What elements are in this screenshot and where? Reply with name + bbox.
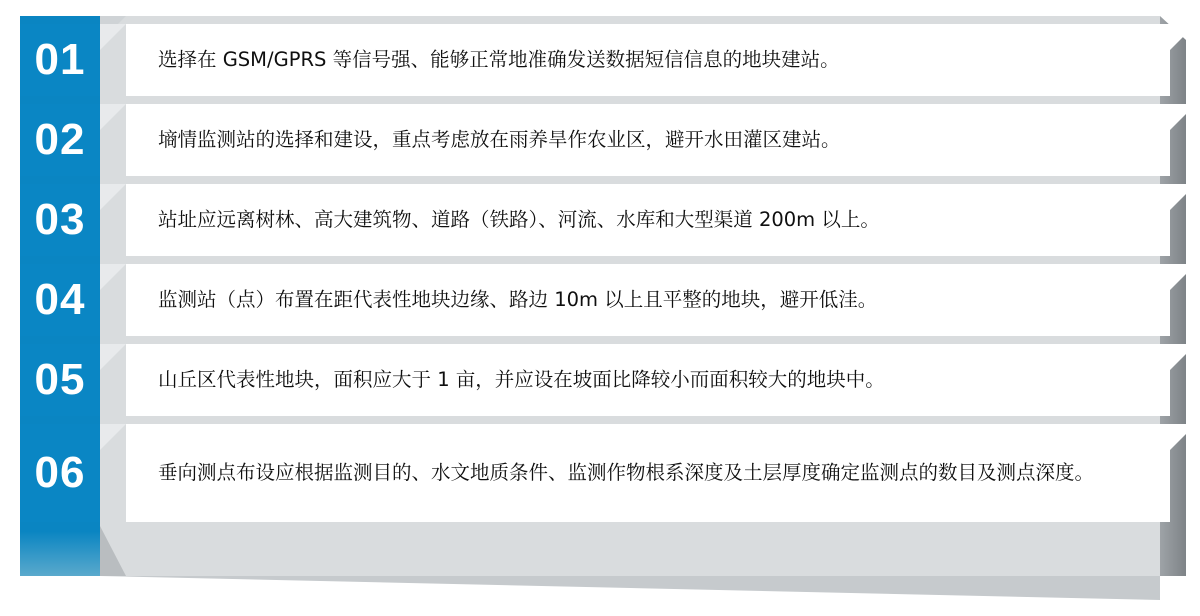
item-number-badge <box>20 24 100 96</box>
item-bevel-shape <box>100 264 126 290</box>
item-number-label: 04 <box>34 275 86 324</box>
list-item <box>20 264 1170 336</box>
item-number-label: 01 <box>34 35 86 84</box>
bottom-shadow-shape <box>100 576 1160 600</box>
item-number-label: 02 <box>34 115 86 164</box>
item-text: 站址应远离树林、高大建筑物、道路（铁路）、河流、水库和大型渠道 200m 以上。 <box>158 207 880 231</box>
item-number-badge <box>20 184 100 256</box>
item-bevel-shape <box>100 424 126 450</box>
list-item <box>20 104 1170 176</box>
item-number-badge <box>20 344 100 416</box>
item-text: 墒情监测站的选择和建设，重点考虑放在雨养旱作农业区，避开水田灌区建站。 <box>158 127 841 151</box>
item-text: 选择在 GSM/GPRS 等信号强、能够正常地准确发送数据短信信息的地块建站。 <box>158 47 840 71</box>
item-text-card <box>126 264 1170 336</box>
list-item <box>20 424 1170 522</box>
item-text: 垂向测点布设应根据监测目的、水文地质条件、监测作物根系深度及土层厚度确定监测点的数目及测点深度。 <box>158 460 1095 484</box>
list-item <box>20 24 1170 96</box>
item-number-label: 06 <box>34 448 86 497</box>
item-number-label: 05 <box>34 355 86 404</box>
left-bevel-bottom-shape <box>100 526 126 576</box>
item-text-card <box>126 424 1170 522</box>
item-text: 山丘区代表性地块，面积应大于 1 亩，并应设在坡面比降较小而面积较大的地块中。 <box>158 367 885 391</box>
item-bevel-shape <box>100 344 126 370</box>
item-text: 监测站（点）布置在距代表性地块边缘、路边 10m 以上且平整的地块，避开低洼。 <box>158 287 878 311</box>
item-text-card <box>126 184 1170 256</box>
item-number-label: 03 <box>34 195 86 244</box>
item-bevel-shape <box>100 24 126 50</box>
item-text-card <box>126 24 1170 96</box>
list-item <box>20 344 1170 416</box>
list-item <box>20 184 1170 256</box>
item-number-badge <box>20 264 100 336</box>
item-bevel-shape <box>100 184 126 210</box>
item-text-card <box>126 104 1170 176</box>
item-text-card <box>126 344 1170 416</box>
item-bevel-shape <box>100 104 126 130</box>
item-number-badge <box>20 424 100 522</box>
list-container <box>20 24 1170 530</box>
item-number-badge <box>20 104 100 176</box>
